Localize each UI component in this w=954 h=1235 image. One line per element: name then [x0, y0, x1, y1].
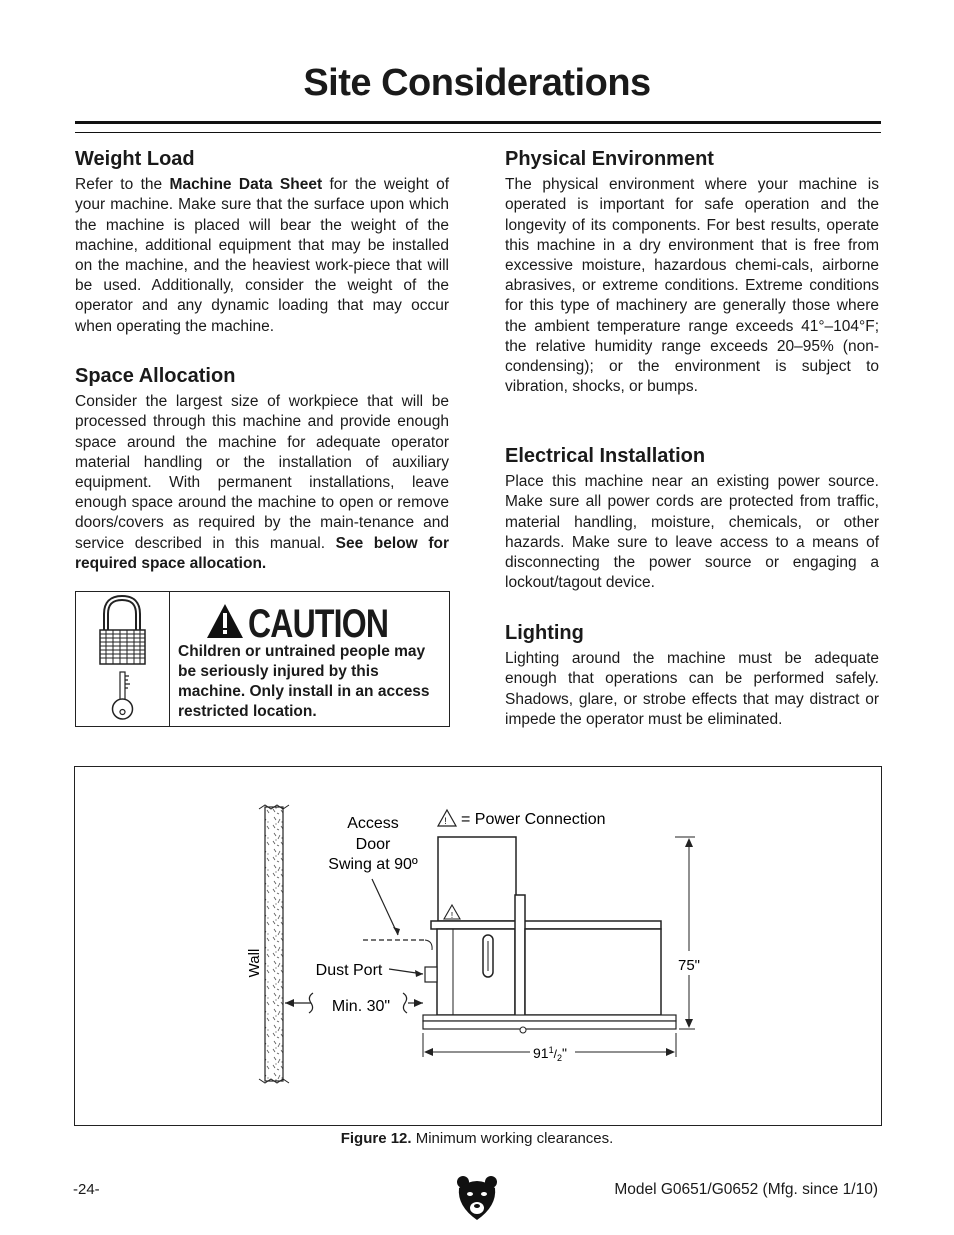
page-title: Site Considerations — [303, 62, 651, 104]
space-allocation-note: See below for required space allocation. — [75, 534, 449, 572]
title-rule-thick — [75, 121, 881, 124]
figure-caption-label: Figure 12. — [340, 1130, 412, 1147]
machine-data-sheet-ref: Machine Data Sheet — [169, 176, 323, 194]
access-door-label-1: Access — [347, 815, 399, 832]
wall-shape — [265, 807, 283, 1081]
space-allocation-section — [75, 366, 449, 574]
warning-triangle-icon — [206, 603, 244, 639]
page-number: -24- — [73, 1181, 100, 1198]
caution-box — [75, 591, 450, 727]
padlock-key-icon — [76, 592, 170, 726]
weight-load-section — [75, 149, 449, 337]
physical-environment-section — [505, 149, 879, 397]
model-footer: Model G0651/G0652 (Mfg. since 1/10) — [614, 1181, 878, 1198]
physical-environment-heading: Physical Environment — [505, 148, 714, 170]
figure-caption — [0, 1130, 954, 1147]
dust-port-label: Dust Port — [315, 962, 383, 979]
bear-logo-icon — [455, 1172, 499, 1227]
electrical-installation-body: Place this machine near an existing power source. Make sure all power cords are protected from traffic, material handling, moisture, chemicals, or other hazards. Make sure to leave access to a means of disconnecting the power source or engaging a lockout/tagout device. — [505, 473, 879, 592]
electrical-installation-heading: Electrical Installation — [505, 445, 706, 467]
physical-environment-body: The physical environment where your machine is operated is important for safe operation and the longevity of its components. For best results, operate this machine in a dry environment that is free from excessive moisture, hazardous chemi-cals, airborne abrasives, or extreme conditions. Extreme conditions for this type of machinery are generally those where the ambient temperature range exceeds 41°–104°F; the relative humidity range exceeds 20–95% (non-condensing); or the environment is subject to vibration, shocks, or bumps. — [505, 176, 879, 396]
power-connection-legend-icon — [438, 810, 456, 826]
space-allocation-body: Consider the largest size of workpiece that will be processed through this machine and provide enough space around the machine for adequate operator material handling or the installation of auxiliary equipment. With permanent installations, leave enough space around the machine to open or remove doors/covers as required by the main-tenance and service described in this manual. See below for required space allocation. — [75, 393, 449, 572]
access-door-label-3: Swing at 90º — [328, 856, 418, 873]
wall-label: Wall — [246, 948, 263, 978]
clearance-diagram — [75, 767, 881, 1125]
electrical-installation-section — [505, 446, 879, 593]
weight-load-heading: Weight Load — [75, 148, 195, 170]
height-dimension-label: 75" — [677, 957, 701, 974]
figure-caption-text: Minimum working clearances. — [411, 1130, 614, 1147]
title-rule-thin — [75, 132, 881, 133]
clearance-figure — [74, 766, 882, 1126]
lighting-section — [505, 623, 879, 730]
caution-message: Children or untrained people may be seriously injured by this machine. Only install in an access restricted location. — [178, 643, 430, 720]
lighting-heading: Lighting — [505, 622, 584, 644]
access-door-label-2: Door — [355, 836, 391, 853]
svg-text:!: ! — [450, 911, 454, 920]
width-dimension-label: $91^1/_2$" — [533, 1045, 567, 1063]
space-allocation-heading: Space Allocation — [75, 365, 236, 387]
min-clearance-label: Min. 30" — [331, 998, 391, 1015]
power-connection-legend: = Power Connection — [461, 811, 606, 828]
svg-text:!: ! — [444, 816, 447, 826]
caution-label: CAUTION — [248, 602, 389, 646]
lighting-body: Lighting around the machine must be adequate enough that operations can be performed safely. Shadows, glare, or strobe effects that may distract or impede the operator must be eliminated. — [505, 650, 879, 728]
weight-load-body: Refer to the Machine Data Sheet for the weight of your machine. Make sure that the surface upon which the machine is placed will bear the weight of the machine, additional equipment that may be installed on the machine, and the heaviest work-piece that will be used. Additionally, consider the weight of the operator and any dynamic loading that may occur when operating the machine. — [75, 176, 450, 335]
